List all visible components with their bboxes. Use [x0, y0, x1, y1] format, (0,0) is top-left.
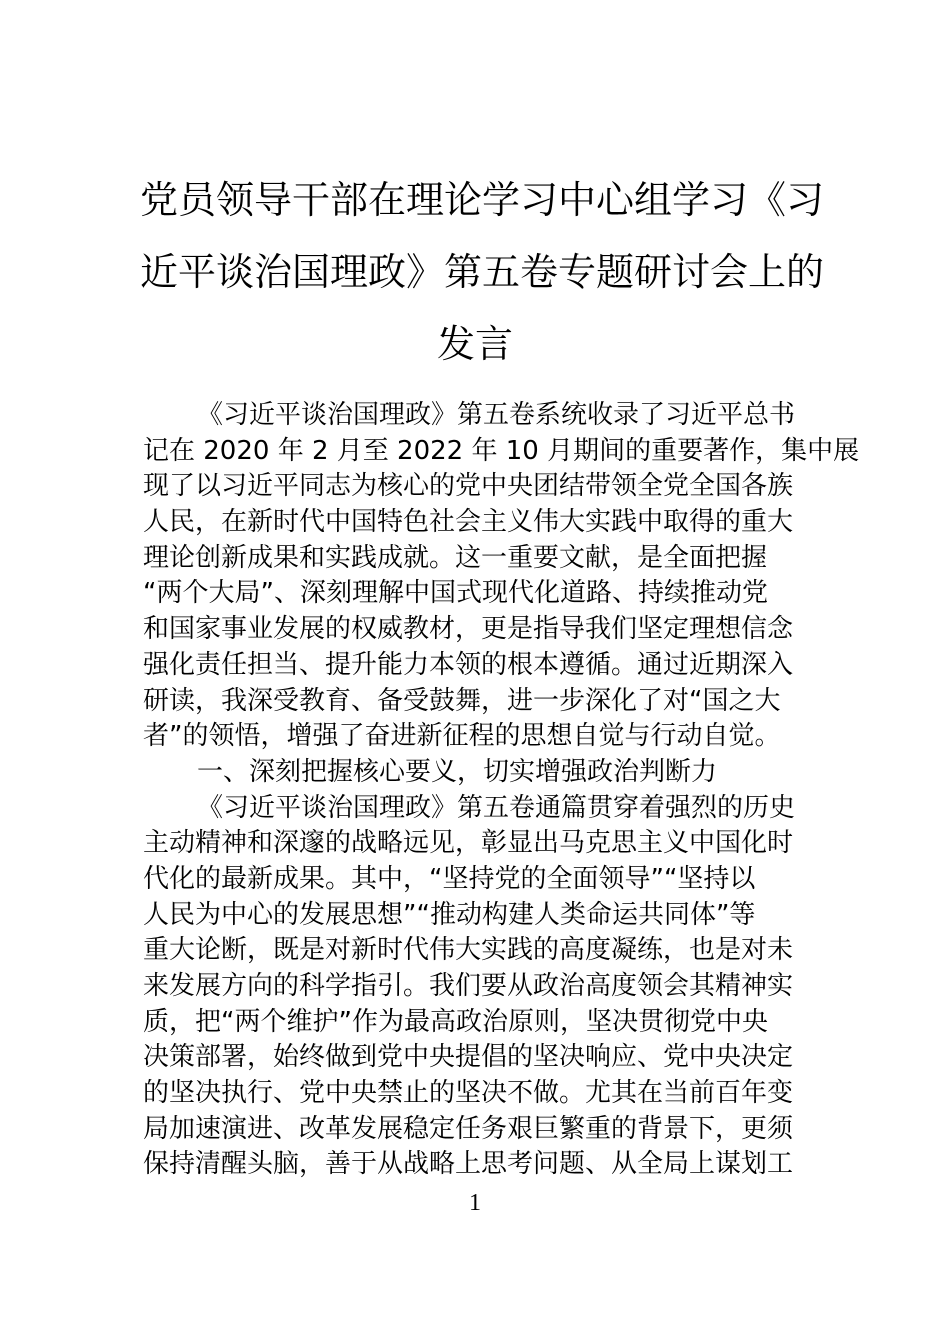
heading-line: 一、深刻把握核心要义，切实增强政治判断力: [197, 756, 718, 787]
text-line: 重大论断，既是对新时代伟大实践的高度凝练，也是对未: [143, 935, 794, 966]
text-line: 记在 2020 年 2 月至 2022 年 10 月期间的重要著作，集中展: [143, 435, 860, 466]
title-line: 党员领导干部在理论学习中心组学习《习: [140, 178, 825, 222]
text-line: 现了以习近平同志为核心的党中央团结带领全党全国各族: [143, 471, 794, 502]
document-body: [143, 398, 860, 1183]
text-line: “两个大局”、深刻理解中国式现代化道路、持续推动党: [143, 578, 768, 609]
title-line: 近平谈治国理政》第五卷专题研讨会上的: [140, 250, 825, 294]
text-line: 者”的领悟，增强了奋进新征程的思想自觉与行动自觉。: [143, 721, 781, 752]
section-heading: [143, 755, 813, 791]
text-line: 的坚决执行、党中央禁止的坚决不做。尤其在当前百年变: [143, 1078, 794, 1109]
text-line: 局加速演进、改革发展稳定任务艰巨繁重的背景下，更须: [143, 1113, 794, 1144]
text-line: 保持清醒头脑，善于从战略上思考问题、从全局上谋划工: [143, 1149, 794, 1180]
text-line: 《习近平谈治国理政》第五卷通篇贯穿着强烈的历史: [197, 792, 796, 823]
text-line: 研读，我深受教育、备受鼓舞，进一步深化了对“国之大: [143, 685, 781, 716]
page-number: 1: [469, 1190, 481, 1216]
text-line: 和国家事业发展的权威教材，更是指导我们坚定理想信念: [143, 614, 794, 645]
text-line: 人民为中心的发展思想”“推动构建人类命运共同体”等: [143, 899, 756, 930]
text-line: 决策部署，始终做到党中央提倡的坚决响应、党中央决定: [143, 1042, 794, 1073]
document-title: [140, 164, 825, 380]
text-line: 人民，在新时代中国特色社会主义伟大实践中取得的重大: [143, 507, 794, 538]
text-line: 理论创新成果和实践成就。这一重要文献，是全面把握: [143, 542, 768, 573]
text-line: 《习近平谈治国理政》第五卷系统收录了习近平总书: [197, 400, 796, 430]
paragraph-intro: [143, 398, 860, 755]
text-line: 质，把“两个维护”作为最高政治原则，坚决贯彻党中央: [143, 1006, 768, 1037]
text-line: 来发展方向的科学指引。我们要从政治高度领会其精神实: [143, 971, 794, 1001]
paragraph-section-one: [143, 791, 813, 1184]
text-line: 主动精神和深邃的战略远见，彰显出马克思主义中国化时: [143, 828, 794, 859]
text-line: 代化的最新成果。其中，“坚持党的全面领导”“坚持以: [143, 863, 756, 894]
title-line: 发言: [436, 322, 513, 366]
text-line: 强化责任担当、提升能力本领的根本遵循。通过近期深入: [143, 649, 794, 680]
